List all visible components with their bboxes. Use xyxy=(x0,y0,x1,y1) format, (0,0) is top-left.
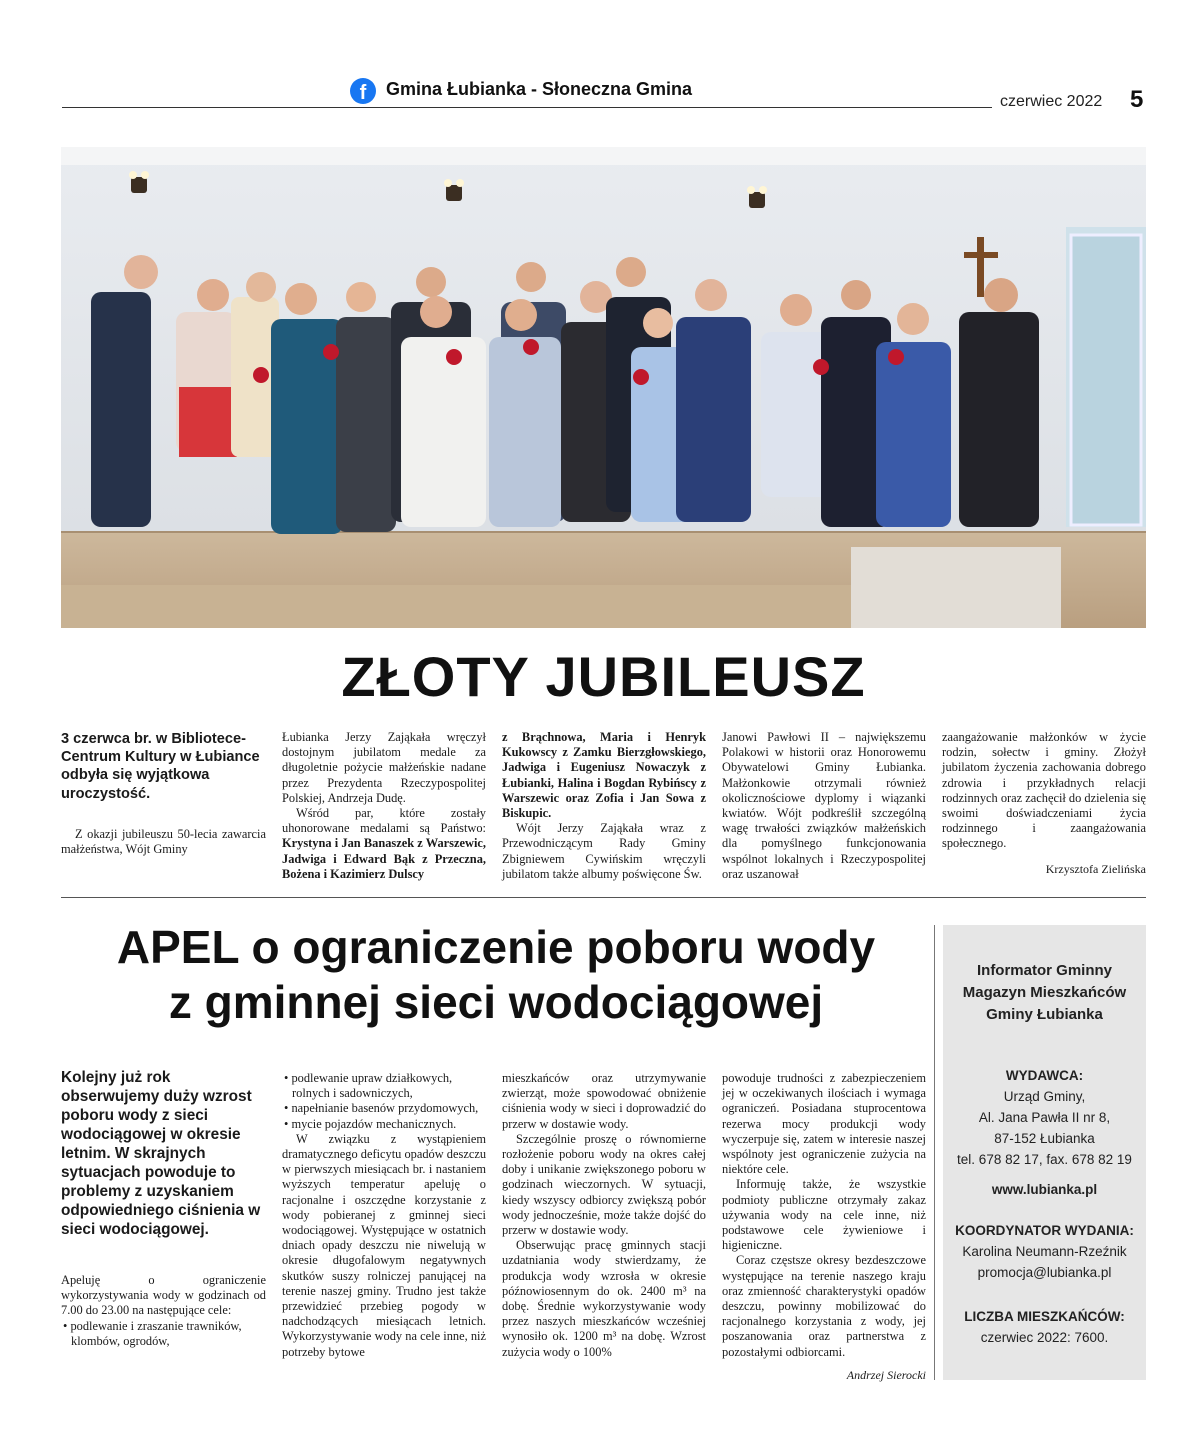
article2-column-2 xyxy=(282,1071,486,1360)
article1-col1-text: Z okazji jubileuszu 50-lecia zawarcia małżeństwa, Wójt Gminy xyxy=(61,826,266,857)
article2-lead: Kolejny już rok obserwujemy duży wzrost poboru wody z sieci wodociągowej w okresie letnim. W skrajnych sytuacjach powoduje to problemy z uzyskaniem odpowiedniego ciśnienia w sieci wodociągowej. xyxy=(61,1069,261,1238)
facebook-icon: f xyxy=(350,78,376,104)
coordinator-email[interactable]: promocja@lubianka.pl xyxy=(977,1265,1112,1280)
article1-column-4 xyxy=(722,730,926,882)
website-link[interactable]: www.lubianka.pl xyxy=(991,1182,1098,1197)
article2-column-4 xyxy=(722,1071,926,1360)
section-divider xyxy=(61,897,1146,898)
article1-col3-p2: Wójt Jerzy Zająkała wraz z Przewodniczącym Rady Gminy Zbigniewem Cywińskim wręczyli jubilatom także albumy poświęcone Św. xyxy=(502,821,706,881)
sidebar-title-line-1: Informator Gminny xyxy=(976,962,1112,979)
publisher-line-1: Urząd Gminy, xyxy=(1003,1089,1086,1104)
article1-col2-p2 xyxy=(282,806,486,882)
publisher-label: WYDAWCA: xyxy=(1005,1068,1084,1083)
headline-apel xyxy=(61,920,931,1030)
article2-col4-p3: Coraz częstsze okresy bezdeszczowe występujące na terenie naszego kraju oraz zmienność charakterystyki opadów deszczu, powinny mobilizować do racjonalnego korzystania z wody, jej poszanowania oraz partnerstwa z pozostałymi odbiorcami. xyxy=(722,1253,926,1359)
sidebar-rule xyxy=(934,925,935,1380)
article2-bullet-2: • podlewanie upraw działkowych, rolnych i sadowniczych, xyxy=(282,1071,486,1101)
article2-col3-p2: Szczególnie proszę o równomierne rozłożenie poboru wody na okres całej doby i unikanie zwiększonego poboru w godzinach wieczornych. W sytuacji, kiedy wszyscy odbiorcy zwiększą pobór wody jednocześnie, może także dojść do przerw w dostawie wody. xyxy=(502,1131,706,1238)
article2-col4-p2: Informuję także, że wszystkie podmioty publiczne otrzymały zakaz używania wody na cele inne, niż podstawowe cele żywieniowe i higieniczne. xyxy=(722,1177,926,1253)
article1-author: Krzysztofa Zielińska xyxy=(1045,862,1146,876)
publisher-info-box xyxy=(943,925,1146,1380)
headline-apel-line-1: APEL o ograniczenie poboru wody xyxy=(116,921,876,973)
publisher-phone-fax: tel. 678 82 17, fax. 678 82 19 xyxy=(957,1152,1132,1167)
sidebar-title-line-2: Magazyn Mieszkańców xyxy=(962,984,1127,1001)
article2-col4-p1: powoduje trudności z zabezpieczeniem jej w oczekiwanych ilościach i wymaga ograniczeń. Posiadana stuprocentowa rezerwa mocy produkcji wody wyczerpuje się, zatem w interesie naszej wspólnoty jest ograniczenie zużycia na niektóre cele. xyxy=(722,1071,926,1177)
publisher-line-3: 87-152 Łubianka xyxy=(994,1131,1095,1146)
article2-column-3 xyxy=(502,1071,706,1360)
residents-label: LICZBA MIESZKAŃCÓW: xyxy=(964,1309,1125,1324)
sidebar-title-line-3: Gminy Łubianka xyxy=(986,1006,1103,1023)
article1-col4-text: Janowi Pawłowi II – największemu Polakowi w historii oraz Honorowemu Obywatelowi Gminy Łubianka. Małżonkowie otrzymali również okolicznościowe dyplomy i wiązanki kwiatów. Wójt podkreślił szczególną wagę trwałości związków małżeńskich dla pomyślnego funkcjonowania wspólnot lokalnych i Rzeczypospolitej oraz uszanował xyxy=(722,730,926,881)
header-date: czerwiec 2022 xyxy=(1000,93,1103,110)
article2-col2-p2: W związku z wystąpieniem dramatycznego deficytu opadów deszczu w pierwszych miesiącach br. i nastaniem wyższych temperatur apeluję o racjonalne i oszczędne korzystanie z wody pobieranej z gminnej sieci wodociągowej. Występujące w ostatnich dniach opady deszczu nie niwelują w okresie długofalowym negatywnych skutków suszy rolniczej panującej na terenie naszej gminy. Trudno jest także przewidzieć przebieg pogody w nadchodzących miesiącach letnich. Wykorzystywanie wody na cele inne, niż potrzeby bytowe xyxy=(282,1131,487,1359)
article1-column-3 xyxy=(502,730,706,882)
page-number: 5 xyxy=(1130,86,1144,113)
article2-bullet-1: • podlewanie i zraszanie trawników, klombów, ogrodów, xyxy=(61,1319,266,1349)
article2-bullet-3: • napełnianie basenów przydomowych, xyxy=(282,1101,486,1116)
article1-lead: 3 czerwca br. w Bibliotece-Centrum Kultury w Łubiance odbyła się wyjątkowa uroczystość. xyxy=(61,731,260,802)
residents-value: czerwiec 2022: 7600. xyxy=(980,1330,1109,1345)
article2-col1-p1: Apeluję o ograniczenie wykorzystywania wody w godzinach od 7.00 do 23.00 na następujące cele: xyxy=(61,1273,266,1318)
coordinator-name: Karolina Neumann-Rzeźnik xyxy=(962,1244,1127,1259)
article2-col3-p3: Obserwując pracę gminnych stacji uzdatniania wody stwierdzamy, że produkcja wody wzrosła w okresie późnowiosennym do ok. 2400 m³ na dobę. Średnie wykorzystywanie wody przez naszych mieszkańców wcześniej wynosiło ok. 1200 m³ na dobę. Wzrost zużycia wody o 100% xyxy=(502,1238,706,1359)
publisher-line-2: Al. Jana Pawła II nr 8, xyxy=(978,1110,1111,1125)
article1-column-5 xyxy=(942,730,1146,852)
headline-zloty-jubileusz: ZŁOTY JUBILEUSZ xyxy=(341,645,866,708)
header-rule xyxy=(62,107,992,108)
headline-apel-line-2: z gminnej sieci wodociągowej xyxy=(168,976,824,1028)
article1-column-1 xyxy=(61,730,266,857)
article1-couples-list-a: Krystyna i Jan Banaszek z Warszewic, Jadwiga i Edward Bąk z Przeczna, Bożena i Kazimierz Dulscy xyxy=(282,836,486,881)
article1-col2-p2-text: Wśród par, które zostały uhonorowane medalami są Państwo: xyxy=(282,806,486,836)
article1-col5-text: zaangażowanie małżonków w życie rodzin, sołectw i gminy. Złożył jubilatom życzenia zachowania dobrego zdrowia i przykładnych relacji rodzinnych oraz zachęcił do dzielenia się swoimi doświadczeniami życia rodzinnego i zaangażowania społecznego. xyxy=(942,730,1146,851)
article1-col2-p1: Łubianka Jerzy Zająkała wręczył dostojnym jubilatom medale za długoletnie pożycie małżeńskie nadane przez Prezydenta Rzeczypospolitej Polskiej, Andrzeja Dudę. xyxy=(282,730,486,805)
coordinator-label: KOORDYNATOR WYDANIA: xyxy=(955,1223,1134,1238)
article1-couples-list-b: z Brąchnowa, Maria i Henryk Kukowscy z Zamku Bierzgłowskiego, Jadwiga i Eugeniusz Nowaczyk z Łubianki, Halina i Bogdan Rybińscy z Warszewic oraz Zofia i Jan Sowa z Biskupic. xyxy=(502,730,706,821)
sidebar-title xyxy=(943,960,1146,1026)
article1-column-2 xyxy=(282,730,486,882)
header-title: Gmina Łubianka - Słoneczna Gmina xyxy=(386,79,693,99)
jubilee-group-photo xyxy=(61,147,1146,628)
article2-author: Andrzej Sierocki xyxy=(846,1368,926,1382)
article2-col3-p1: mieszkańców oraz utrzymywanie zwierząt, może spowodować obniżenie ciśnienia wody w sieci i doprowadzić do przerw w dostawie wody. xyxy=(502,1071,706,1131)
article2-column-1 xyxy=(61,1068,266,1349)
article2-bullet-4: • mycie pojazdów mechanicznych. xyxy=(282,1117,486,1132)
